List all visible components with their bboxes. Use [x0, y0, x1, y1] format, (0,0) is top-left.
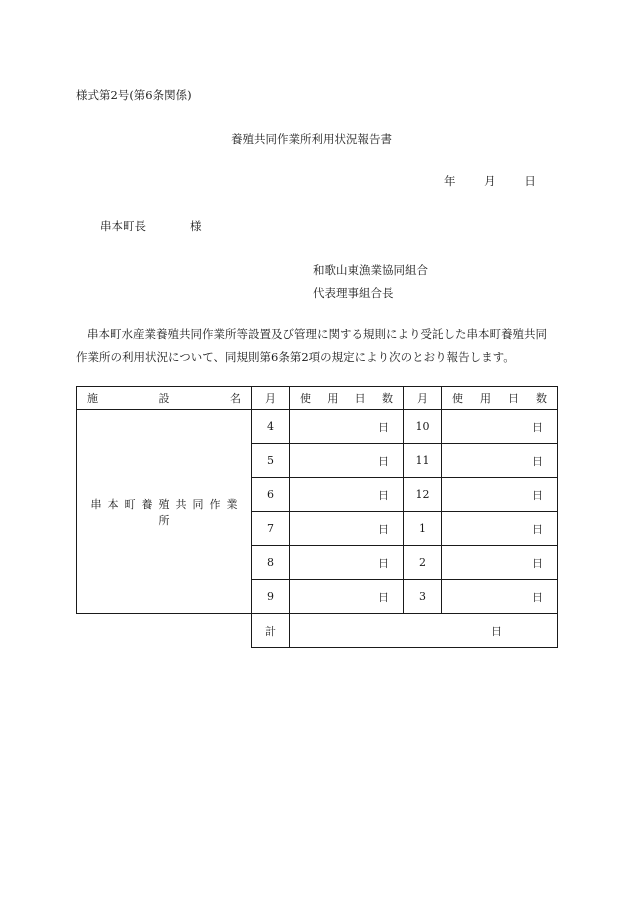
header-days-char: 日: [354, 392, 366, 405]
month-cell: 5: [252, 444, 290, 478]
header-month-right: 月: [404, 387, 442, 410]
days-cell: 日: [442, 444, 558, 478]
days-cell: 日: [290, 580, 404, 614]
addressee-honorific: 様: [190, 219, 202, 233]
days-cell: 日: [290, 512, 404, 546]
sender-organization: 和歌山東漁業協同組合: [313, 263, 428, 277]
days-cell: 日: [442, 546, 558, 580]
header-days-left: [290, 387, 404, 410]
month-cell: 8: [252, 546, 290, 580]
header-facility-char: 名: [230, 392, 241, 405]
header-facility: [77, 387, 252, 410]
month-cell: 10: [404, 410, 442, 444]
days-cell: 日: [290, 478, 404, 512]
header-days-char: 用: [327, 392, 339, 405]
date-month-label: 月: [484, 174, 496, 188]
days-cell: 日: [290, 444, 404, 478]
days-cell: 日: [290, 546, 404, 580]
header-month-left: 月: [252, 387, 290, 410]
days-cell: 日: [442, 478, 558, 512]
table-header-row: [77, 387, 558, 410]
month-cell: 1: [404, 512, 442, 546]
header-days-char: 日: [508, 392, 519, 405]
header-days-right: [442, 387, 558, 410]
date-day-label: 日: [524, 174, 536, 188]
days-cell: 日: [290, 410, 404, 444]
form-number: 様式第2号(第6条関係): [76, 88, 192, 102]
addressee: [100, 219, 202, 233]
header-days-char: 数: [381, 392, 393, 405]
month-cell: 6: [252, 478, 290, 512]
report-body-text: 串本町水産業養殖共同作業所等設置及び管理に関する規則により受託した串本町養殖共同作業所の利用状況について、同規則第6条第2項の規定により次のとおり報告します。: [76, 327, 547, 364]
header-days-char: 数: [536, 392, 547, 405]
total-blank-cell: [77, 614, 252, 648]
month-cell: 11: [404, 444, 442, 478]
days-cell: 日: [442, 512, 558, 546]
sender-representative: 代表理事組合長: [313, 286, 394, 300]
header-days-char: 用: [480, 392, 491, 405]
total-label: 計: [252, 614, 290, 648]
addressee-name: 串本町長: [100, 219, 146, 233]
month-cell: 12: [404, 478, 442, 512]
header-days-char: 使: [452, 392, 463, 405]
month-cell: 4: [252, 410, 290, 444]
date-year-label: 年: [444, 174, 456, 188]
date-line: [444, 174, 536, 188]
header-facility-char: 施: [87, 392, 98, 405]
month-cell: 7: [252, 512, 290, 546]
header-facility-char: 設: [158, 392, 170, 405]
table-total-row: [77, 614, 558, 648]
days-cell: 日: [442, 580, 558, 614]
total-days-cell: 日: [290, 614, 558, 648]
month-cell: 9: [252, 580, 290, 614]
usage-table: [76, 386, 558, 648]
document-title: 養殖共同作業所利用状況報告書: [231, 132, 392, 146]
header-days-char: 使: [300, 392, 311, 405]
days-cell: 日: [442, 410, 558, 444]
table-row: [77, 410, 558, 444]
facility-name-cell: 串本町養殖共同作業所: [77, 410, 252, 614]
month-cell: 3: [404, 580, 442, 614]
month-cell: 2: [404, 546, 442, 580]
